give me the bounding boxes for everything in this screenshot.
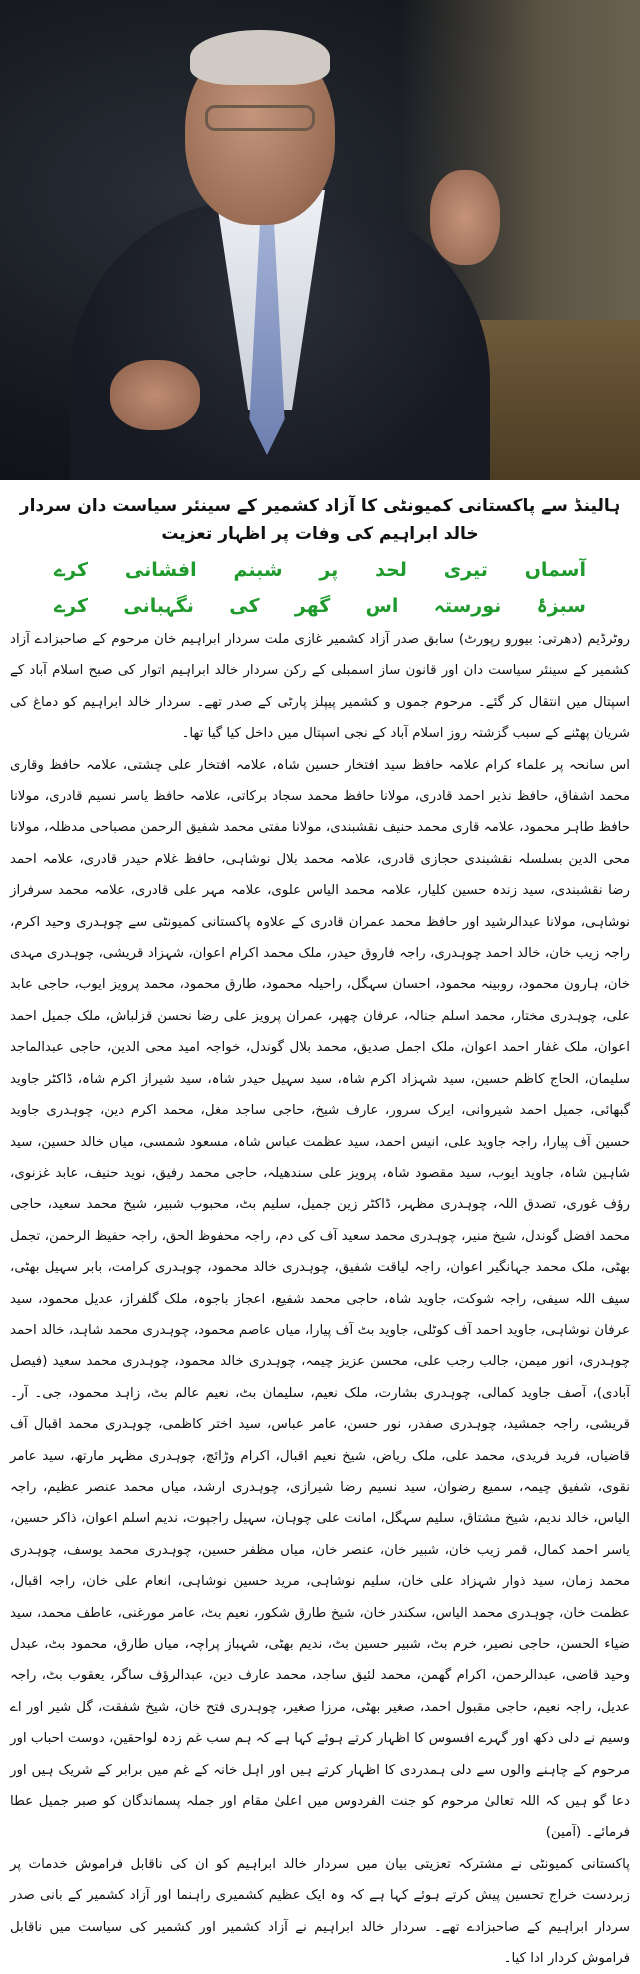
verse-word: گھر <box>294 595 331 617</box>
verse-word: سبزۂ <box>536 595 586 617</box>
verse-word: لحد <box>375 559 407 581</box>
headline: ہالینڈ سے پاکستانی کمیونٹی کا آزاد کشمیر کے سینئر سیاست دان سردار خالد ابراہیم کی وفات پر اظہار تعزیت <box>19 496 621 544</box>
verse-word: تیری <box>443 559 488 581</box>
photo-lower-hand <box>110 360 200 430</box>
body-paragraph-3: پاکستانی کمیونٹی نے مشترکہ تعزیتی بیان میں سردار خالد ابراہیم کو ان کی ناقابل فراموش خدمات پر زبردست خراج تحسین پیش کرتے ہوئے کہا ہے کہ وہ ایک عظیم کشمیری راہنما اور آزاد کشمیر کے بانی صدر سردار ابراہیم کے صاحبزادے تھے۔ سردار خالد ابراہیم نے آزاد کشمیر اور کشمیر کی سیاست میں ناقابل فراموش کردار ادا کیا۔ <box>10 1856 630 1967</box>
verse-word: آسماں <box>524 559 586 581</box>
article <box>10 490 630 1974</box>
verse-word: نورستہ <box>433 595 502 617</box>
photo-glasses <box>205 105 315 131</box>
verse-word: نگہبانی <box>123 595 194 617</box>
body-paragraph-2: اس سانحہ پر علماء کرام علامہ حافظ سید افتخار حسین شاہ، علامہ افتخار علی چشتی، علامہ حافظ وقاری محمد اشفاق، حافظ نذیر احمد قادری، مولانا حافظ محمد سجاد برکاتی، علامہ حافظ یاسر نسیم قادری، مولانا حافظ طاہر محمود، علامہ قاری محمد حنیف نقشبندی، مولانا مفتی محمد شفیق الرحمن مصباحی مدظلہ، مولانا محی الدین بسلسلہ نقشبندی حجازی قادری، علامہ محمد بلال نوشاہی، حافظ غلام حیدر قادری، علامہ احمد رضا نقشبندی، سید زندہ حسین کلیار، علامہ محمد الیاس علوی، علامہ مہر علی قادری، علامہ محمد سرفراز نوشاہی، مولانا عبدالرشید اور حافظ محمد عمران قادری کے علاوہ پاکستانی کمیونٹی سے چوہدری وحید اکرم، راجہ زیب خان، خالد احمد چوہدری، راجہ فاروق حیدر، ملک محمد اکرام اعوان، شہزاد قریشی، چوہدری مہدی خان، ہارون محمود، روبینہ محمود، احسان سہگل، راحیلہ محمود، طارق محمود، محمد پرویز ایوب، حاجی عابد علی، چوہدری مختار، محمد اسلم جنالہ، عرفان چھپر، عمران پرویز علی رضا نحسن قزلباش، ملک جمیل احمد اعوان، ملک غفار احمد اعوان، ملک اجمل صدیق، محمد بلال گوندل، خواجہ امید محی الدین، حاجی عبدالماجد سلیمان، الحاج کاظم حسین، سید شہزاد اکرم شاہ، سید سہیل حیدر شاہ، سید شیراز اکرم شاہ، ڈاکٹر جاوید گبھائی، جمیل احمد شیروانی، ایرک سرور، عارف شیخ، حاجی ساجد مغل، محمد اکرم دین، چوہدری جاوید حسین آف پیارا، راجہ جاوید علی، انیس احمد، سید عظمت عباس شاہ، مسعود شمسی، میاں خالد حسین، سید شاہین شاہ، جاوید ایوب، سید مقصود شاہ، پرویز علی سندھیلہ، حاجی محمد رفیق، نوید حنیف، عابد غزنوی، رؤف غوری، تصدق اللہ، چوہدری مظہر، ڈاکٹر زین جمیل، سلیم بٹ، محبوب شبیر، شیخ محمد سعید، حاجی محمد افضل گوندل، شیخ منیر، چوہدری محمد سعید آف کی دم، راجہ محفوظ الحق، راجہ حفیظ الرحمن، تجمل بھٹی، ملک محمد جہانگیر اعوان، راجہ لیاقت شفیق، چوہدری خالد محمود، چوہدری کرامت، بابر سہیل بھٹی، سیف اللہ سیفی، راجہ شوکت، جاوید شاہ، حاجی محمد شفیع، اعجاز باجوہ، ملک گلفراز، عدیل محمود، سید عرفان نوشاہی، جاوید احمد آف کوٹلی، جاوید بٹ آف پیارا، میاں عاصم محمود، چوہدری محمد شاہد، خالد احمد چوہدری، انور میمن، جالب رجب علی، محسن عزیز چیمہ، چوہدری خالد محمود، چوہدری محمد سعید (فیصل آبادی)، آصف جاوید کمالی، چوہدری بشارت، ملک نعیم، سلیمان بٹ، نعیم عالم بٹ، زاہد محمود، جی۔ آر۔ قریشی، راجہ جمشید، چوہدری صفدر، نور حسن، عامر عباس، سید اختر کاظمی، چوہدری محمد اقبال آف قاضیاں، فرید فریدی، محمد علی، ملک ریاض، شیخ نعیم اقبال، اکرام وڑائچ، چوہدری مظہر مارتھ، سید عامر نقوی، شفیق چیمہ، سمیع رضوان، سید نسیم رضا شیرازی، چوہدری ارشد، میاں محمد عنصر عظیم، راجہ الیاس، خالد ندیم، شیخ مشتاق، سلیم سہگل، امانت علی چوہان، سہیل راجپوت، ندیم اسلم اعوان، ذاکر حسین، یاسر احمد کمال، قمر زیب خان، شبیر خان، عنصر خان، میاں مظفر حسین، چوہدری محمد یوسف، چوہدری محمد زمان، سید ذوار شہزاد علی خان، سلیم نوشاہی، مرید حسین نوشاہی، انعام علی خان، راجہ اقبال، عظمت خان، چوہدری محمد الیاس، سکندر خان، شیخ طارق شکور، نعیم بٹ، عامر مورغنی، عاطف محمد، سید ضیاء الحسن، حاجی نصیر، خرم بٹ، شبیر حسین بٹ، ندیم بھٹی، شہباز پراچہ، میاں طارق، محمود بٹ، عبدل وحید قاضی، عبدالرحمن، اکرام گھمن، محمد لئیق ساجد، محمد عارف دین، عبدالرؤف ساگر، یعقوب بٹ، راجہ عدیل، راجہ نعیم، حاجی مقبول احمد، صغیر بھٹی، مرزا صغیر، چوہدری فتح خان، شیخ شفقت، گل شیر اور اے وسیم نے دلی دکھ اور گہرے افسوس کا اظہار کرتے ہوئے کہا ہے کہ ہم سب غم زدہ لواحقین، دوست احباب اور مرحوم کے چاہنے والوں سے دلی ہمدردی کا اظہار کرتے ہیں اور اہل خانہ کے غم میں برابر کے شریک ہیں اور دعا گو ہیں کہ اللہ تعالیٰ مرحوم کو جنت الفردوس میں اعلیٰ مقام اور جملہ پسماندگان کو صبر جمیل عطا فرمائے۔ (آمین) <box>10 757 630 1841</box>
verse-word: شبنم <box>233 559 283 581</box>
verse-word: افشانی <box>124 559 197 581</box>
verse-word: کی <box>229 595 260 617</box>
verse-word: کرے <box>54 559 89 581</box>
verse-word: اس <box>365 595 399 617</box>
photo-raised-hand <box>430 170 500 265</box>
news-photo <box>0 0 640 480</box>
verse-line-1 <box>10 552 630 588</box>
photo-hair <box>190 30 330 85</box>
verse-word: پر <box>319 559 339 581</box>
verse-line-2 <box>10 588 630 624</box>
verse-word: کرے <box>54 595 89 617</box>
body-paragraph-1: روٹرڈیم (دھرتی: بیورو رپورٹ) سابق صدر آزاد کشمیر غازی ملت سردار ابراہیم خان مرحوم کے صاحبزادے آزاد کشمیر کے سینئر سیاست دان اور قانون ساز اسمبلی کے رکن سردار خالد ابراہیم اتوار کی صبح اسلام آباد کے اسپتال میں انتقال کر گئے۔ مرحوم جموں و کشمیر پیپلز پارٹی کے صدر تھے۔ سردار خالد ابراہیم کو دماغ کی شریان پھٹنے کے سبب گزشتہ روز اسلام آباد کے نجی اسپتال میں داخل کیا گیا تھا۔ <box>10 632 630 742</box>
